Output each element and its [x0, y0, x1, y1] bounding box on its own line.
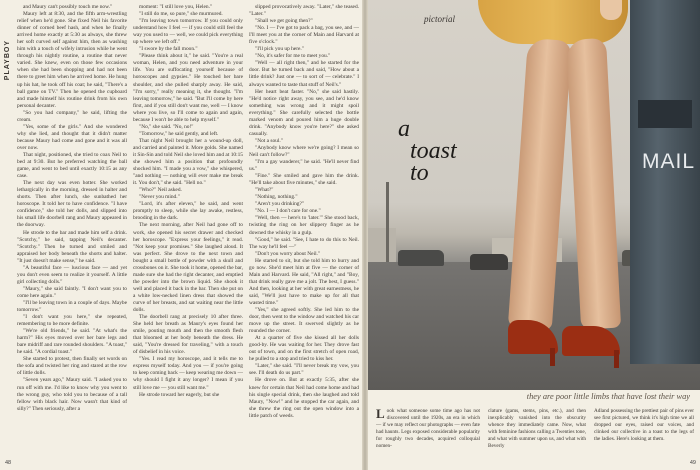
paragraph: "Maury," she said faintly. "I don't want you to come here again."	[17, 285, 127, 299]
paragraph: "Yes. I read my horoscope, and it tells me to express myself today. And you — if you're going to keep coming back — keep wearing me down — why should I fight it any longer? I mean if you still love me — you still want me."	[133, 356, 243, 391]
paragraph: "Lord, it's after eleven," he said, and went promptly to sleep, while she lay awake, restless, brooding in the dark.	[133, 201, 243, 222]
mailbox	[630, 0, 700, 364]
paragraph: "No, it's safer for me to meet you."	[255, 53, 331, 60]
paragraph: He started to sit, but she told him to hurry and go now. She'd meet him at five — the corner of Main and Harvard. He said, "All right," and "Boy, that drink really gave me a jolt. The best, I guess." And then, looking at her with great earnestness, he said, "We'll just have to make up for all that wasted time."	[249, 257, 359, 306]
paragraph: "Shall we get going then?"	[255, 18, 313, 25]
paragraph: "Aren't you drinking?"	[255, 201, 305, 208]
paragraph: The doorbell rang at precisely 10 after three. She held her breath as Maury's eyes found her smile, pouting mouth and then the smooth flesh that bloomed at her body beneath the dress. He said, "You're dressed for traveling," with a touch of disbelief in his voice.	[133, 314, 243, 356]
utility-pole	[386, 182, 389, 266]
paragraph: "No," she said. "No, no!"	[139, 123, 194, 130]
paragraph: "Well, then — here's to 'later.'" She stood back, twisting the ring on her slippery finger as he downed the whisky in a gulp.	[249, 215, 359, 236]
paragraph: "A beautiful face — luscious face — and yet you don't even seem to realize it yourself. A little girl collecting dolls."	[17, 264, 127, 285]
paragraph: "No. I — I don't care for one."	[255, 208, 321, 215]
text-column-3	[249, 4, 359, 452]
paragraph: The next morning, after Neil had gone off to work, she opened his secret drawer and checked her horoscope. "Express your feelings," it read. "Not keep your promises." She laughed aloud. It was perfect. She drove to the next town and bought a small bottle of powder with a skull and crossbones on it. She took it home, opened the bar, made sure she had the right decanter, and emptied the powder into the brown liquid. She shook it well and placed it back in the bar. Then she put on a white low-necked linen dress that showed the curve of her breasts, and sat waiting near the little dolls.	[133, 222, 243, 314]
headline-line-2: toast	[410, 138, 457, 164]
intro-column-1	[376, 408, 480, 464]
paragraph: "So you had company," he said, lifting the cream.	[17, 109, 127, 123]
paragraph: "I swore by the fall moon."	[139, 46, 198, 53]
paragraph: slipped provocatively away. "Later," she teased. "Later."	[249, 4, 359, 18]
intro-column-3: Adland possessing the prettiest pair of pins ever see first pictured, we think it's high time we all dropped our eyes, raised our voices, and clinked our collective in a toast to the legs of the ladies. Here's looking at them.	[594, 408, 694, 442]
paragraph: "No. I — I've got to pack a bag, you see, and — I'll meet you at the corner of Main and Harvard at five o'clock."	[249, 25, 359, 46]
paragraph: "Yes," she agreed softly. She led him to the door, then went to the window and watched his car move up the street. It swerved slightly as he rounded the corner.	[249, 307, 359, 335]
paragraph: That night, positioned, she tried to coax Neil to bed at 9:30. But he preferred watching the ball game, and went to bed until exactly 10:15 as any case.	[17, 151, 127, 180]
paragraph: "Fine." She smiled and gave him the drink. "He'll take about five minutes," she said.	[249, 173, 359, 187]
paragraph: Maury left at 8:30, and the fifth arm-wrestling relief when he'd gone. She fixed Neil his favorite dinner of corned beef hash, and when he finally arrived home exactly at 5:30 as always, she threw her soft curved self against him, then as washing him with a touch of wifely intrusion while he went through his nightly routine, a routine that never varied. She knew, even on those few occasions when she had been shopping and had not been there to greet him when he arrived home. He hung up his hat, he took off his coat; he said, "There's a ball game on TV." Then he opened the cupboard and made himself his routine drink from his own personal decanter.	[17, 11, 127, 109]
magazine-runner: PLAYBOY	[4, 40, 11, 81]
paragraph: and Maury can't possibly touch me now."	[23, 4, 113, 10]
shoe-heel	[614, 350, 619, 368]
paragraph: "Never you mind."	[139, 194, 180, 201]
paragraph: He strode to the bar and made him self a drink. "Scotchy," he said, tapping Neil's decanter. "Scotchy." Then he turned and smiled and appraised her body beneath the shorts and halter. "It just doesn't make sense," he said.	[17, 229, 127, 264]
parked-car	[398, 250, 444, 266]
paragraph: "I don't want you here," she repeated, remembering to be more definite.	[17, 314, 127, 328]
paragraph: moment: "I still love you, Helen."	[139, 4, 213, 10]
paragraph: "Not a soul."	[255, 137, 283, 144]
paragraph: Her heart beat faster. "No," she said hastily. "He'd notice right away, you see, and he'd know something was wrong and it might spoil everything." She carefully selected the bottle marked venom and poured him a huge double drink. "Anybody know you're here?" she asked casually.	[249, 88, 359, 137]
paragraph: "Who?" Neil asked.	[139, 187, 182, 194]
text-column-1	[17, 4, 127, 452]
paragraph: "What?"	[255, 187, 274, 194]
page-number-left: 48	[5, 460, 12, 466]
page-number-right: 49	[689, 460, 696, 466]
right-page	[368, 0, 700, 470]
headline-line-1: a	[398, 116, 410, 142]
paragraph: The next day was even hotter. She worked lethargically in the morning, dressed in halter and shorts. Then after lunch, she sunbathed her horoscope. It told her to have confidence. "I have confidence," she told her dolls, and slipped into his small life doorbell rang and Maury appeared in the doorway.	[17, 180, 127, 229]
text-column-2	[133, 4, 243, 452]
parked-car	[470, 254, 508, 270]
paragraph: "Tomorrow," he said gently, and left.	[139, 130, 219, 137]
hand	[600, 0, 622, 20]
paragraph: He drove on. But at exactly 5:35, after she knew for certain that Neil had come home and had his single special drink, then she laughed and told Maury, "Now!" and he stopped the car again, and she threw the ring out the open window into a little patch of weeds.	[249, 377, 359, 419]
paragraph: "I'll pick you up here."	[255, 46, 304, 53]
paragraph: "Well — all right then," and he started for the door. But he turned back and said, "How about a little drink? Just one — to sort of — celebrate." I always wanted to taste that stuff of Neil's."	[249, 60, 359, 88]
article-headline	[398, 118, 457, 184]
paragraph: "Seven years ago," Maury said. "I asked you to run off with me. I'd like to know why you went to the wrong guy, who told you to because of a tall fellow with black hair. Now wasn't that kind of silly?" Then seriously, after a	[17, 377, 127, 412]
intro-column-2: clature (gams, stems, pins, etc.), and then inexplicably vanished into the obscurity whence they immediately came. Now, what with feminine fashions calling a Twenties tone, and what with summer upon us, and what with Beverly	[488, 408, 586, 449]
paragraph: That night Neil brought her a wound-up doll, and carried and painted it. More golds. She named it Sin-Sin and told Neil she loved him and at 10:15 she showed him a position that profoundly shocked him. "I made you a vow," she whispered, "and nothing — nothing will ever make me break it. You don't," she said. "Hell no."	[133, 137, 243, 187]
intro-text-1: ook what someone some time ago has not discovered until the 1920s, an era in which — if we may reflect our photographs — even fate had haunts. Legs exposed considerable popularity for roughly two decades, acquired colloquial nomen-	[376, 408, 480, 449]
paragraph: At a quarter of five she kissed all her dolls good-by. He was waiting for her. They drove fast out of town, and on the first stretch of open road, he pulled to a stop and tried to kiss her.	[249, 335, 359, 363]
paragraph: "Nothing, nothing."	[255, 194, 298, 201]
paragraph: "Anybody know where we're going? I mean so Neil can't follow?"	[249, 144, 359, 158]
paragraph: "I'm a gay wanderer," he said. "He'll never find us."	[249, 159, 359, 173]
paragraph: "I'll be leaving town in a couple of days. Maybe tomorrow."	[17, 299, 127, 314]
legs-photograph	[368, 0, 700, 390]
paragraph: "Please think about it," he said. "You're a real woman, Helen, and you need adventure in your life. You are suffocating yourself because of horoscopes and gypsies." He touched her bare shoulder, and she pulled sharply away. He said, "I'm sorry," really meaning it, she thought. "I'm leaving tomorrow," he said. "But I'll come by here first, and if you still don't want me, well — I know where you live, so I'll come to again and again, because I won't be able to help myself."	[133, 53, 243, 123]
building-shape	[368, 228, 396, 264]
paragraph: He strode toward her eagerly, but she	[139, 391, 220, 398]
mailbox-label: MAIL	[642, 150, 696, 173]
paragraph: "Later," she said. "I'll never break my vow, you see. I'll death do us part."	[249, 363, 359, 377]
paragraph: She started to protest, then finally set words on the sofa and twisted her ring and stared at the row of little dolls.	[17, 356, 127, 377]
photo-caption: they are poor little limbs that have lost their way	[526, 392, 690, 401]
section-kicker: pictorial	[424, 14, 455, 24]
paragraph: "Yes, some of the girls." And she wondered why she lied, and thought that it didn't matter because Maury had come and gone and it was all over now.	[17, 123, 127, 151]
drop-cap: L	[376, 408, 385, 421]
paragraph: "Good," he said. "See, I hate to do this to Neil. The way he'll feel —"	[249, 236, 359, 250]
headline-line-3: to	[410, 160, 429, 186]
paragraph: "I'm leaving town tomorrow. If you could only understand how I feel — if you could still feel the way you used to — well, we could pick everything up where we left off."	[133, 18, 243, 46]
shoe-heel	[550, 348, 555, 366]
paragraph: "Don't you worry about Neil."	[255, 250, 321, 257]
paragraph: "We're old friends," he said. "At what's the harm?" His eyes moved over her bare legs and bare midriff and rare rounded shoulders. "A toast," he said. "A cordial toast."	[17, 328, 127, 356]
paragraph: "I still do me, so pure," she murmured.	[139, 11, 223, 18]
